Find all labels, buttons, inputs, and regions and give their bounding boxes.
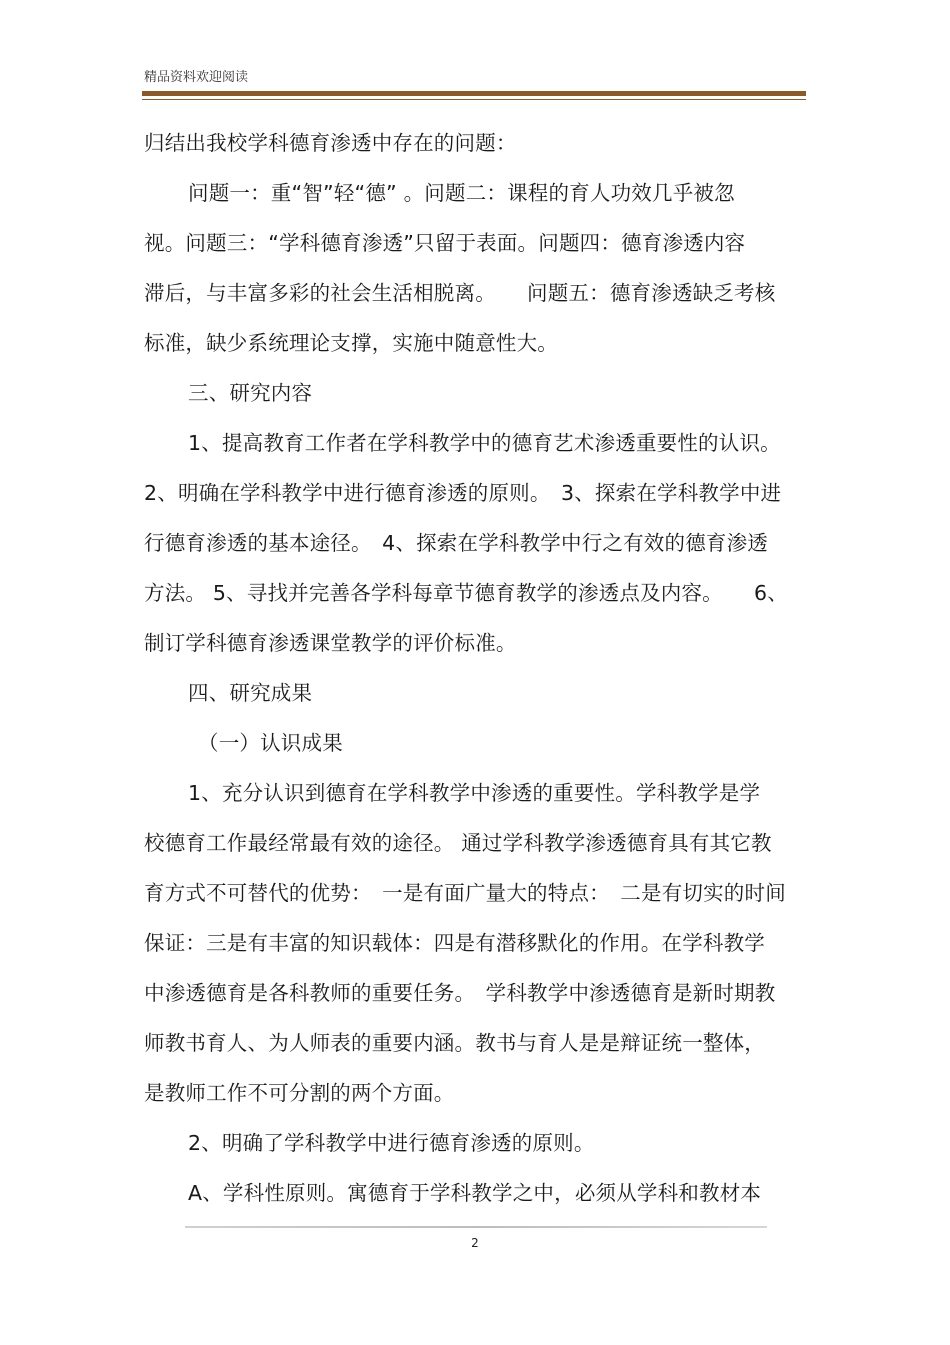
section-heading: 四、研究成果 xyxy=(188,681,313,705)
paragraph-line: 师教书育人、为人师表的重要内涵。教书与育人是是辩证统一整体， xyxy=(144,1031,765,1055)
paragraph-line: 滞后，与丰富多彩的社会生活相脱离。 问题五：德育渗透缺乏考核 xyxy=(144,281,776,305)
footer-rule xyxy=(185,1226,767,1228)
paragraph-line: 视。问题三：“学科德育渗透”只留于表面。问题四：德育渗透内容 xyxy=(144,231,746,255)
paragraph-line: 2、明确在学科教学中进行德育渗透的原则。 3、探索在学科教学中进 xyxy=(144,481,782,505)
paragraph-line: 是教师工作不可分割的两个方面。 xyxy=(144,1081,455,1105)
paragraph-line: 1、提高教育工作者在学科教学中的德育艺术渗透重要性的认识。 xyxy=(188,431,781,455)
paragraph-line: 问题一：重“智”轻“德” 。问题二：课程的育人功效几乎被忽 xyxy=(188,181,735,205)
document-body xyxy=(144,118,809,1218)
paragraph-line: 2、明确了学科教学中进行德育渗透的原则。 xyxy=(188,1131,595,1155)
header-rule-thin xyxy=(142,99,806,100)
subsection-heading: （一）认识成果 xyxy=(198,731,343,755)
paragraph-line: 保证：三是有丰富的知识载体：四是有潜移默化的作用。在学科教学 xyxy=(144,931,765,955)
paragraph-line: A、学科性原则。寓德育于学科教学之中，必须从学科和教材本 xyxy=(188,1181,762,1205)
section-heading: 三、研究内容 xyxy=(188,381,313,405)
paragraph-line: 方法。 5、寻找并完善各学科每章节德育教学的渗透点及内容。 6、 xyxy=(144,581,788,605)
paragraph-line: 制订学科德育渗透课堂教学的评价标准。 xyxy=(144,631,517,655)
paragraph-line: 归结出我校学科德育渗透中存在的问题： xyxy=(144,131,517,155)
paragraph-line: 中渗透德育是各科教师的重要任务。 学科教学中渗透德育是新时期教 xyxy=(144,981,776,1005)
paragraph-line: 校德育工作最经常最有效的途径。 通过学科教学渗透德育具有其它教 xyxy=(144,831,772,855)
paragraph-line: 标准，缺少系统理论支撑，实施中随意性大。 xyxy=(144,331,558,355)
page-number: 2 xyxy=(471,1236,479,1250)
paragraph-line: 1、充分认识到德育在学科教学中渗透的重要性。学科教学是学 xyxy=(188,781,761,805)
paragraph-line: 育方式不可替代的优势： 一是有面广量大的特点： 二是有切实的时间 xyxy=(144,881,786,905)
header-label: 精品资料欢迎阅读 xyxy=(144,70,249,85)
header-rule-thick xyxy=(142,91,806,96)
paragraph-line: 行德育渗透的基本途径。 4、探索在学科教学中行之有效的德育渗透 xyxy=(144,531,768,555)
